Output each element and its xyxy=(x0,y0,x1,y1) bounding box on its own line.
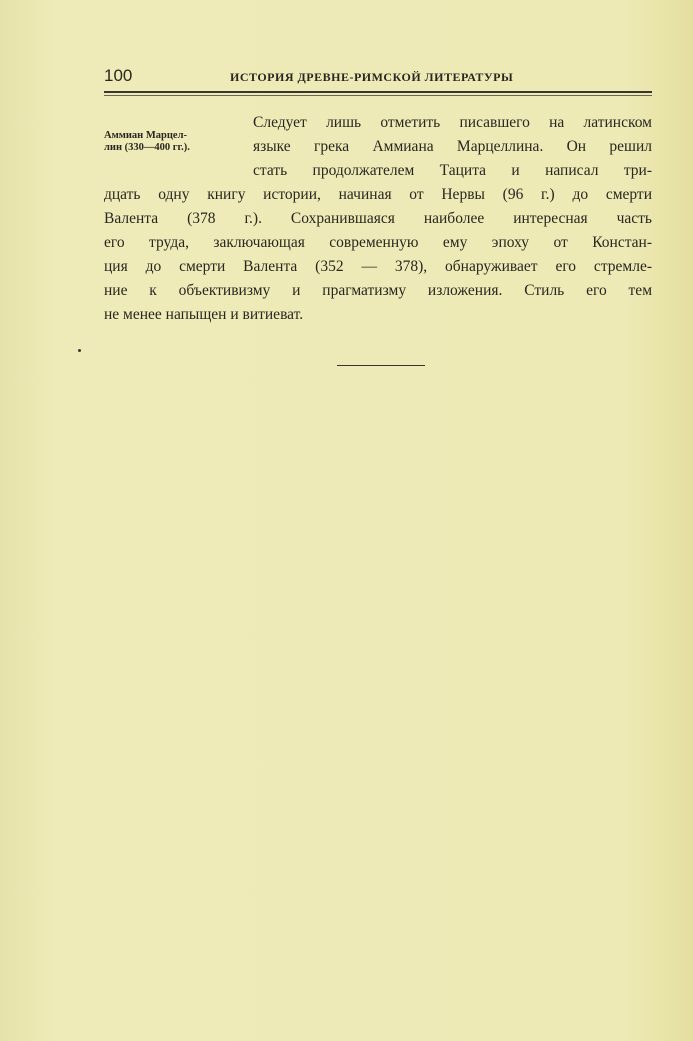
section-end-rule xyxy=(337,365,425,366)
text-line: дцать одну книгу истории, начиная от Нервы (96 г.) до смерти xyxy=(104,186,652,203)
text-line: ние к объективизму и прагматизму изложения. Стиль его тем xyxy=(104,282,652,299)
text-line: стать продолжателем Тацита и написал три- xyxy=(253,162,652,179)
running-title: ИСТОРИЯ ДРЕВНЕ-РИМСКОЙ ЛИТЕРАТУРЫ xyxy=(230,70,514,84)
page-number: 100 xyxy=(104,66,133,85)
text-line: Следует лишь отметить писавшего на латинском xyxy=(253,114,652,131)
text-line: его труда, заключающая современную ему эпоху от Констан- xyxy=(104,234,652,251)
text-line: не менее напыщен и витиеват. xyxy=(104,306,304,323)
header-rule xyxy=(104,91,652,93)
text-line: Валента (378 г.). Сохранившаяся наиболее интересная часть xyxy=(104,210,652,227)
text-line: ция до смерти Валента (352 — 378), обнаруживает его стремле- xyxy=(104,258,652,275)
header-rule-thin xyxy=(104,95,652,96)
margin-note-line: лин (330—400 гг.). xyxy=(104,142,190,153)
text-line: языке грека Аммиана Марцеллина. Он решил xyxy=(253,138,652,155)
ink-speck xyxy=(78,349,81,352)
margin-note-line: Аммиан Марцел- xyxy=(104,130,187,141)
